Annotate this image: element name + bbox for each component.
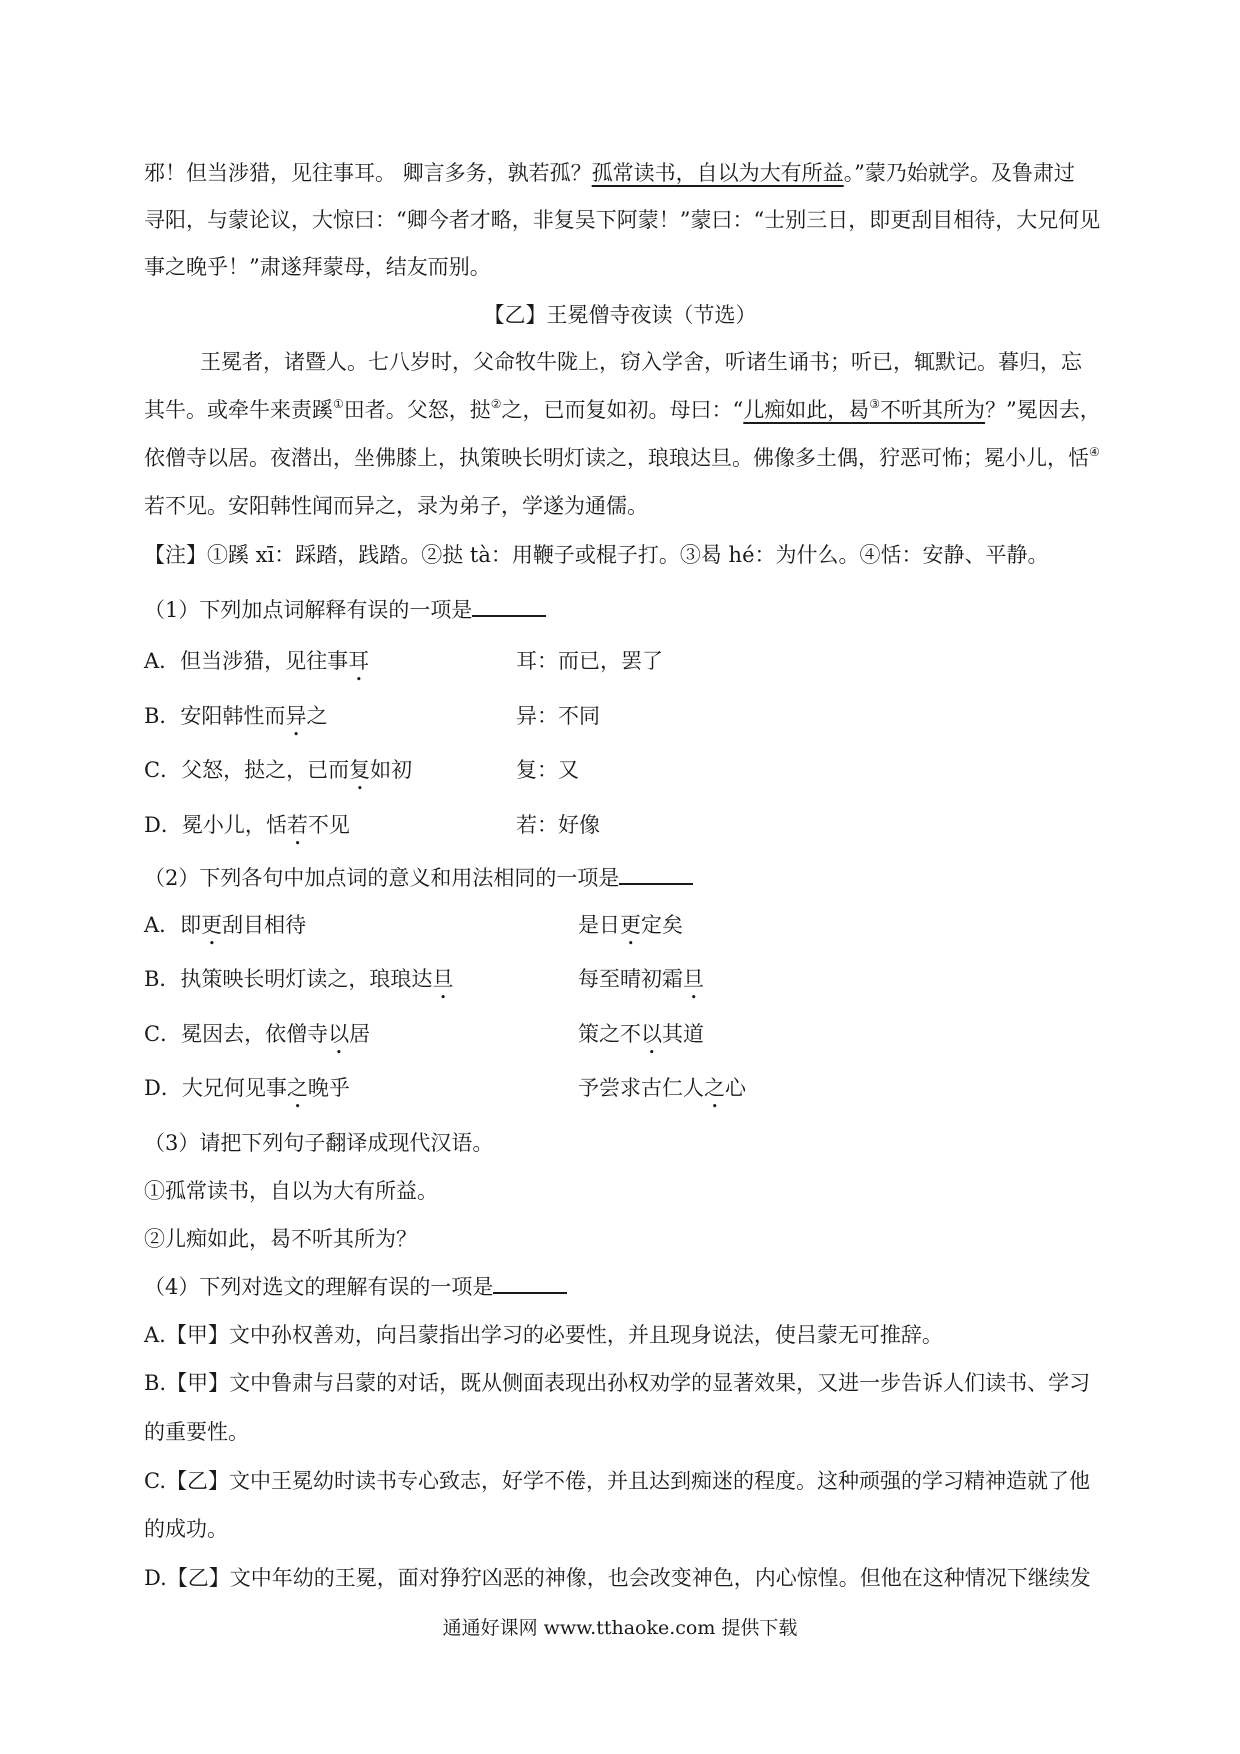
yi-text: 不听其所为 (880, 398, 986, 422)
jia-text: 。”蒙乃始就学。及鲁肃过 (843, 161, 1075, 185)
q1-option-d (144, 810, 1124, 850)
option-text: 予尝求古仁人 (578, 1076, 704, 1100)
footnote-marker: ① (333, 397, 344, 411)
option-text: A．即 (144, 913, 202, 937)
option-text: 不见 (307, 813, 350, 837)
q1-gloss-b: 异：不同 (516, 704, 600, 728)
q4-option-a: A.【甲】文中孙权善劝，向吕蒙指出学习的必要性，并且现身说法，使吕蒙无可推辞。 (144, 1323, 943, 1347)
footnote-marker: ② (490, 397, 502, 411)
answer-blank (472, 597, 546, 617)
q1-option-c (144, 755, 1124, 795)
q2-stem (144, 863, 1124, 893)
jia-underlined-sentence: 孤常读书，自以为大有所益 (591, 161, 844, 185)
q1-stem (144, 595, 1124, 625)
q2-compare-a (578, 910, 683, 950)
q3-stem: （3）请把下列句子翻译成现代汉语。 (144, 1131, 494, 1155)
answer-blank (619, 865, 693, 885)
footnote-marker: ③ (869, 397, 881, 411)
jia-line-2: 寻阳，与蒙论议，大惊曰：“卿今者才略，非复吴下阿蒙！”蒙曰：“士别三日，即更刮目相待，大兄何见 (144, 208, 1101, 232)
option-text: 定矣 (641, 913, 683, 937)
option-text: 是日 (578, 913, 620, 937)
option-text: 刮目相待 (222, 913, 307, 937)
q4-option-c: C.【乙】文中王冕幼时读书专心致志，好学不倦，并且达到痴迷的程度。这种顽强的学习精神造就了他 (144, 1469, 1090, 1493)
dotted-word: 更 (201, 913, 223, 937)
dotted-word: 更 (620, 913, 641, 937)
dotted-word: 之 (286, 1076, 308, 1100)
yi-text: 依僧寺以居。夜潜出，坐佛膝上，执策映长明灯读之，琅琅达旦。佛像多土偶，狞恶可怖；冕小儿，恬 (144, 446, 1089, 470)
option-text: B．执策映长明灯读之，琅琅达 (144, 967, 433, 991)
dotted-word: 旦 (683, 967, 704, 991)
option-text: B．安阳韩性而 (144, 704, 286, 728)
dotted-word: 以 (641, 1022, 662, 1046)
page-footer: 通通好课网 www.tthaoke.com 提供下载 (442, 1617, 798, 1639)
q3-sentence-1: ①孤常读书，自以为大有所益。 (144, 1179, 438, 1203)
dotted-word: 异 (285, 704, 307, 728)
dotted-word: 复 (349, 758, 371, 782)
option-text: 策之不 (578, 1022, 641, 1046)
option-text: A．但当涉猎，见往事 (144, 649, 349, 673)
option-text: 心 (725, 1076, 746, 1100)
q2-compare-c (578, 1019, 704, 1059)
yi-line-4: 若不见。安阳韩性闻而异之，录为弟子，学遂为通儒。 (144, 494, 648, 518)
q2-compare-b (578, 964, 704, 1004)
dotted-word: 旦 (432, 967, 454, 991)
option-text: D．冕小儿，恬 (144, 813, 287, 837)
yi-text: 田者。父怒，挞 (343, 398, 491, 422)
jia-line-1 (144, 158, 1124, 188)
dotted-word: 之 (704, 1076, 725, 1100)
dotted-word: 耳 (348, 649, 370, 673)
footnote: 【注】①蹊 xī：踩踏，践踏。②挞 tà：用鞭子或棍子打。③曷 hé：为什么。④恬：安静、平静。 (144, 543, 1049, 567)
jia-text: 邪！但当涉猎，见往事耳。 卿言多务，孰若孤？ (144, 161, 592, 185)
yi-text: 儿痴如此，曷 (743, 398, 870, 422)
option-text: C．冕因去，依僧寺 (144, 1022, 329, 1046)
jia-line-3: 事之晚乎！”肃遂拜蒙母，结友而别。 (144, 255, 491, 279)
yi-text: 之，已而复如初。母曰：“ (501, 398, 744, 422)
q4-stem (144, 1272, 1124, 1302)
q1-gloss-a: 耳：而已，罢了 (516, 649, 663, 673)
yi-line-2 (144, 395, 1124, 425)
q1-gloss-c: 复：又 (516, 758, 579, 782)
option-text: 之 (306, 704, 328, 728)
q4-option-c-cont: 的成功。 (144, 1517, 228, 1541)
option-text: 居 (349, 1022, 371, 1046)
q2-stem-text: （2）下列各句中加点词的意义和用法相同的一项是 (144, 866, 620, 890)
q4-stem-text: （4）下列对选文的理解有误的一项是 (144, 1275, 494, 1299)
option-text: 每至晴初霜 (578, 967, 683, 991)
yi-line-3 (144, 443, 1124, 473)
yi-line-1: 王冕者，诸暨人。七八岁时，父命牧牛陇上，窃入学舍，听诸生诵书；听已，辄默记。暮归，忘 (200, 350, 1082, 374)
yi-text: 其牛。或牵牛来责蹊 (144, 398, 333, 422)
option-text: 晚乎 (307, 1076, 350, 1100)
q2-compare-d (578, 1073, 746, 1113)
yi-text: ？”冕因去， (985, 398, 1101, 422)
option-text: C．父怒，挞之，已而 (144, 758, 350, 782)
yi-underlined-sentence (743, 398, 985, 422)
footnote-marker: ④ (1089, 445, 1100, 459)
answer-blank (493, 1274, 567, 1294)
q4-option-b: B.【甲】文中鲁肃与吕蒙的对话，既从侧面表现出孙权劝学的显著效果，又进一步告诉人们读书、学习 (144, 1371, 1091, 1395)
dotted-word: 若 (286, 813, 308, 837)
q1-option-b (144, 701, 1124, 741)
yi-title: 【乙】王冕僧寺夜读（节选） (483, 303, 757, 327)
option-text: D．大兄何见事 (144, 1076, 287, 1100)
q4-option-d: D.【乙】文中年幼的王冕，面对狰狞凶恶的神像，也会改变神色，内心惊惶。但他在这种情况下继续发 (144, 1566, 1091, 1590)
option-text: 其道 (662, 1022, 704, 1046)
q3-sentence-2: ②儿痴如此，曷不听其所为？ (144, 1227, 417, 1251)
option-text: 如初 (370, 758, 413, 782)
q1-gloss-d: 若：好像 (516, 813, 600, 837)
q4-option-b-cont: 的重要性。 (144, 1420, 249, 1444)
dotted-word: 以 (328, 1022, 350, 1046)
q1-stem-text: （1）下列加点词解释有误的一项是 (144, 598, 473, 622)
